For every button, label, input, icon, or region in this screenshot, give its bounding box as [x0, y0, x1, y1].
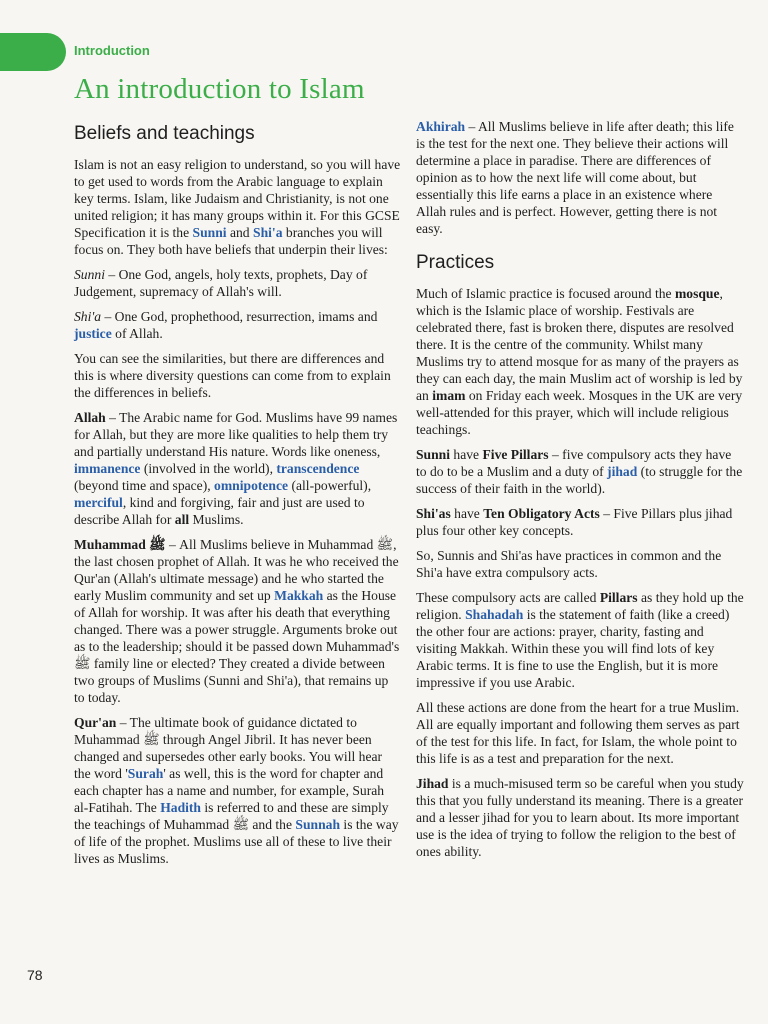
section-label: Introduction — [74, 43, 150, 58]
quran-term: Qur'an — [74, 715, 117, 730]
keyword-sunni: Sunni — [192, 225, 227, 240]
obligatory-acts-paragraph: Shi'as have Ten Obligatory Acts – Five Pillars plus jihad plus four other key concepts. — [416, 506, 733, 538]
keyword-sunnah: Sunnah — [295, 817, 341, 832]
keyword-omnipotence: omnipotence — [214, 478, 289, 493]
shia-paragraph: Shi'a – One God, prophethood, resurrection, imams and justice of Allah. — [74, 309, 378, 341]
beliefs-heading: Beliefs and teachings — [74, 123, 255, 144]
jihad-paragraph: Jihad is a much-misused term so be careful when you study this that you fully understand its meaning. There is a greater and a lesser jihad for you to learn about. Its more important use is the idea of trying to follow the religion to the best of ones ability. — [416, 776, 744, 859]
pillars-paragraph: These compulsory acts are called Pillars as they hold up the religion. Shahadah is the statement of faith (like a creed) the other four are actions: prayer, charity, fasting and visiting Makkah. Within these you will find lots of key Arabic terms. It is fine to use the English, but it is more impressive if you use Arabic. — [416, 590, 744, 690]
keyword-shia: Shi'a — [253, 225, 283, 240]
page-number: 78 — [27, 967, 43, 983]
keyword-akhirah: Akhirah — [416, 119, 466, 134]
similarities-paragraph: You can see the similarities, but there are differences and this is where diversity questions can come from to explain the differences in beliefs. — [74, 351, 391, 400]
allah-paragraph: Allah – The Arabic name for God. Muslims have 99 names for Allah, but they are more like qualities to help them try and partially understand His nature. Words like oneness, immanence (involved in the world), transcendence (beyond time and space), omnipotence (all-powerful), merciful, kind and forgiving, fair and just are used to describe Allah for all Muslims. — [74, 410, 398, 527]
page-title: An introduction to Islam — [74, 73, 365, 105]
keyword-transcendence: transcendence — [276, 461, 360, 476]
keyword-merciful: merciful — [74, 495, 123, 510]
right-column — [416, 118, 744, 868]
quran-paragraph: Qur'an – The ultimate book of guidance dictated to Muhammad ﷺ through Angel Jibril. It has never been changed and supersedes other early books. You will hear the word 'Surah' as well, this is the word for chapter and each chapter has a name and number, for example, Surah al-Fatihah. The Hadith is referred to and these are simply the teachings of Muhammad ﷺ and the Sunnah is the way of life of the prophet. Muslims use all of these to live their lives as Muslims. — [74, 715, 399, 866]
keyword-jihad: jihad — [607, 464, 638, 479]
five-pillars-paragraph: Sunni have Five Pillars – five compulsory acts they have to do to be a Muslim and a duty of jihad (to struggle for the success of their faith in the world). — [416, 447, 743, 496]
allah-term: Allah — [74, 410, 106, 425]
keyword-shahadah: Shahadah — [465, 607, 524, 622]
sunni-paragraph: Sunni – One God, angels, holy texts, prophets, Day of Judgement, supremacy of Allah's will. — [74, 267, 368, 299]
jihad-term: Jihad — [416, 776, 449, 791]
heart-paragraph: All these actions are done from the heart for a true Muslim. All are equally important and following them serves as part of the test for this life. In fact, for Islam, the whole point to this life is as a test and preparation for the next. — [416, 700, 740, 766]
practices-heading: Practices — [416, 252, 495, 273]
section-tab — [0, 33, 66, 71]
keyword-justice: justice — [74, 326, 112, 341]
common-practices-paragraph: So, Sunnis and Shi'as have practices in common and the Shi'a have extra compulsory acts. — [416, 548, 722, 580]
keyword-hadith: Hadith — [160, 800, 201, 815]
muhammad-term: Muhammad ﷺ — [74, 537, 166, 552]
intro-paragraph: Islam is not an easy religion to understand, so you will have to get used to words from the Arabic language to explain key terms. Islam, like Judaism and Christianity, is not one united religion; it has many groups within it. For this GCSE Specification it is the Sunni and Shi'a branches you will focus on. They both have beliefs that underpin their lives: — [74, 157, 401, 257]
keyword-surah: Surah — [127, 766, 164, 781]
shia-term: Shi'a — [74, 309, 102, 324]
keyword-makkah: Makkah — [274, 588, 324, 603]
akhirah-paragraph: Akhirah – All Muslims believe in life after death; this life is the test for the next one. They believe their actions will determine a place in paradise. There are differences of opinion as to how the next life will come about, but essentially this life earns a place in an existence where Allah rules and is perfect. However, getting there is not easy. — [416, 119, 734, 236]
mosque-paragraph: Much of Islamic practice is focused around the mosque, which is the Islamic place of worship. Festivals are celebrated there, fast is broken there, disputes are resolved there. It is the centre of the community. Whilst many Muslims try to attend mosque for as many of the prayers as they can each day, the main Muslim act of worship is led by an imam on Friday each week. Mosques in the UK are very well-attended for this prayer, which will include religious teachings. — [416, 286, 743, 437]
keyword-immanence: immanence — [74, 461, 141, 476]
sunni-term: Sunni — [74, 267, 105, 282]
muhammad-paragraph: Muhammad ﷺ – All Muslims believe in Muhammad ﷺ, the last chosen prophet of Allah. It was he who received the Qur'an (Allah's ultimate message) and he who started the early Muslim community and set up Makkah as the House of Allah for worship. It was after his death that everything changed. There was a power struggle. Arguments broke out as to the leadership; should it be passed down Muhammad's ﷺ family line or elected? They created a divide between two groups of Muslims (Sunni and Shi'a), that remains up to today. — [74, 537, 400, 705]
left-column — [74, 122, 401, 875]
